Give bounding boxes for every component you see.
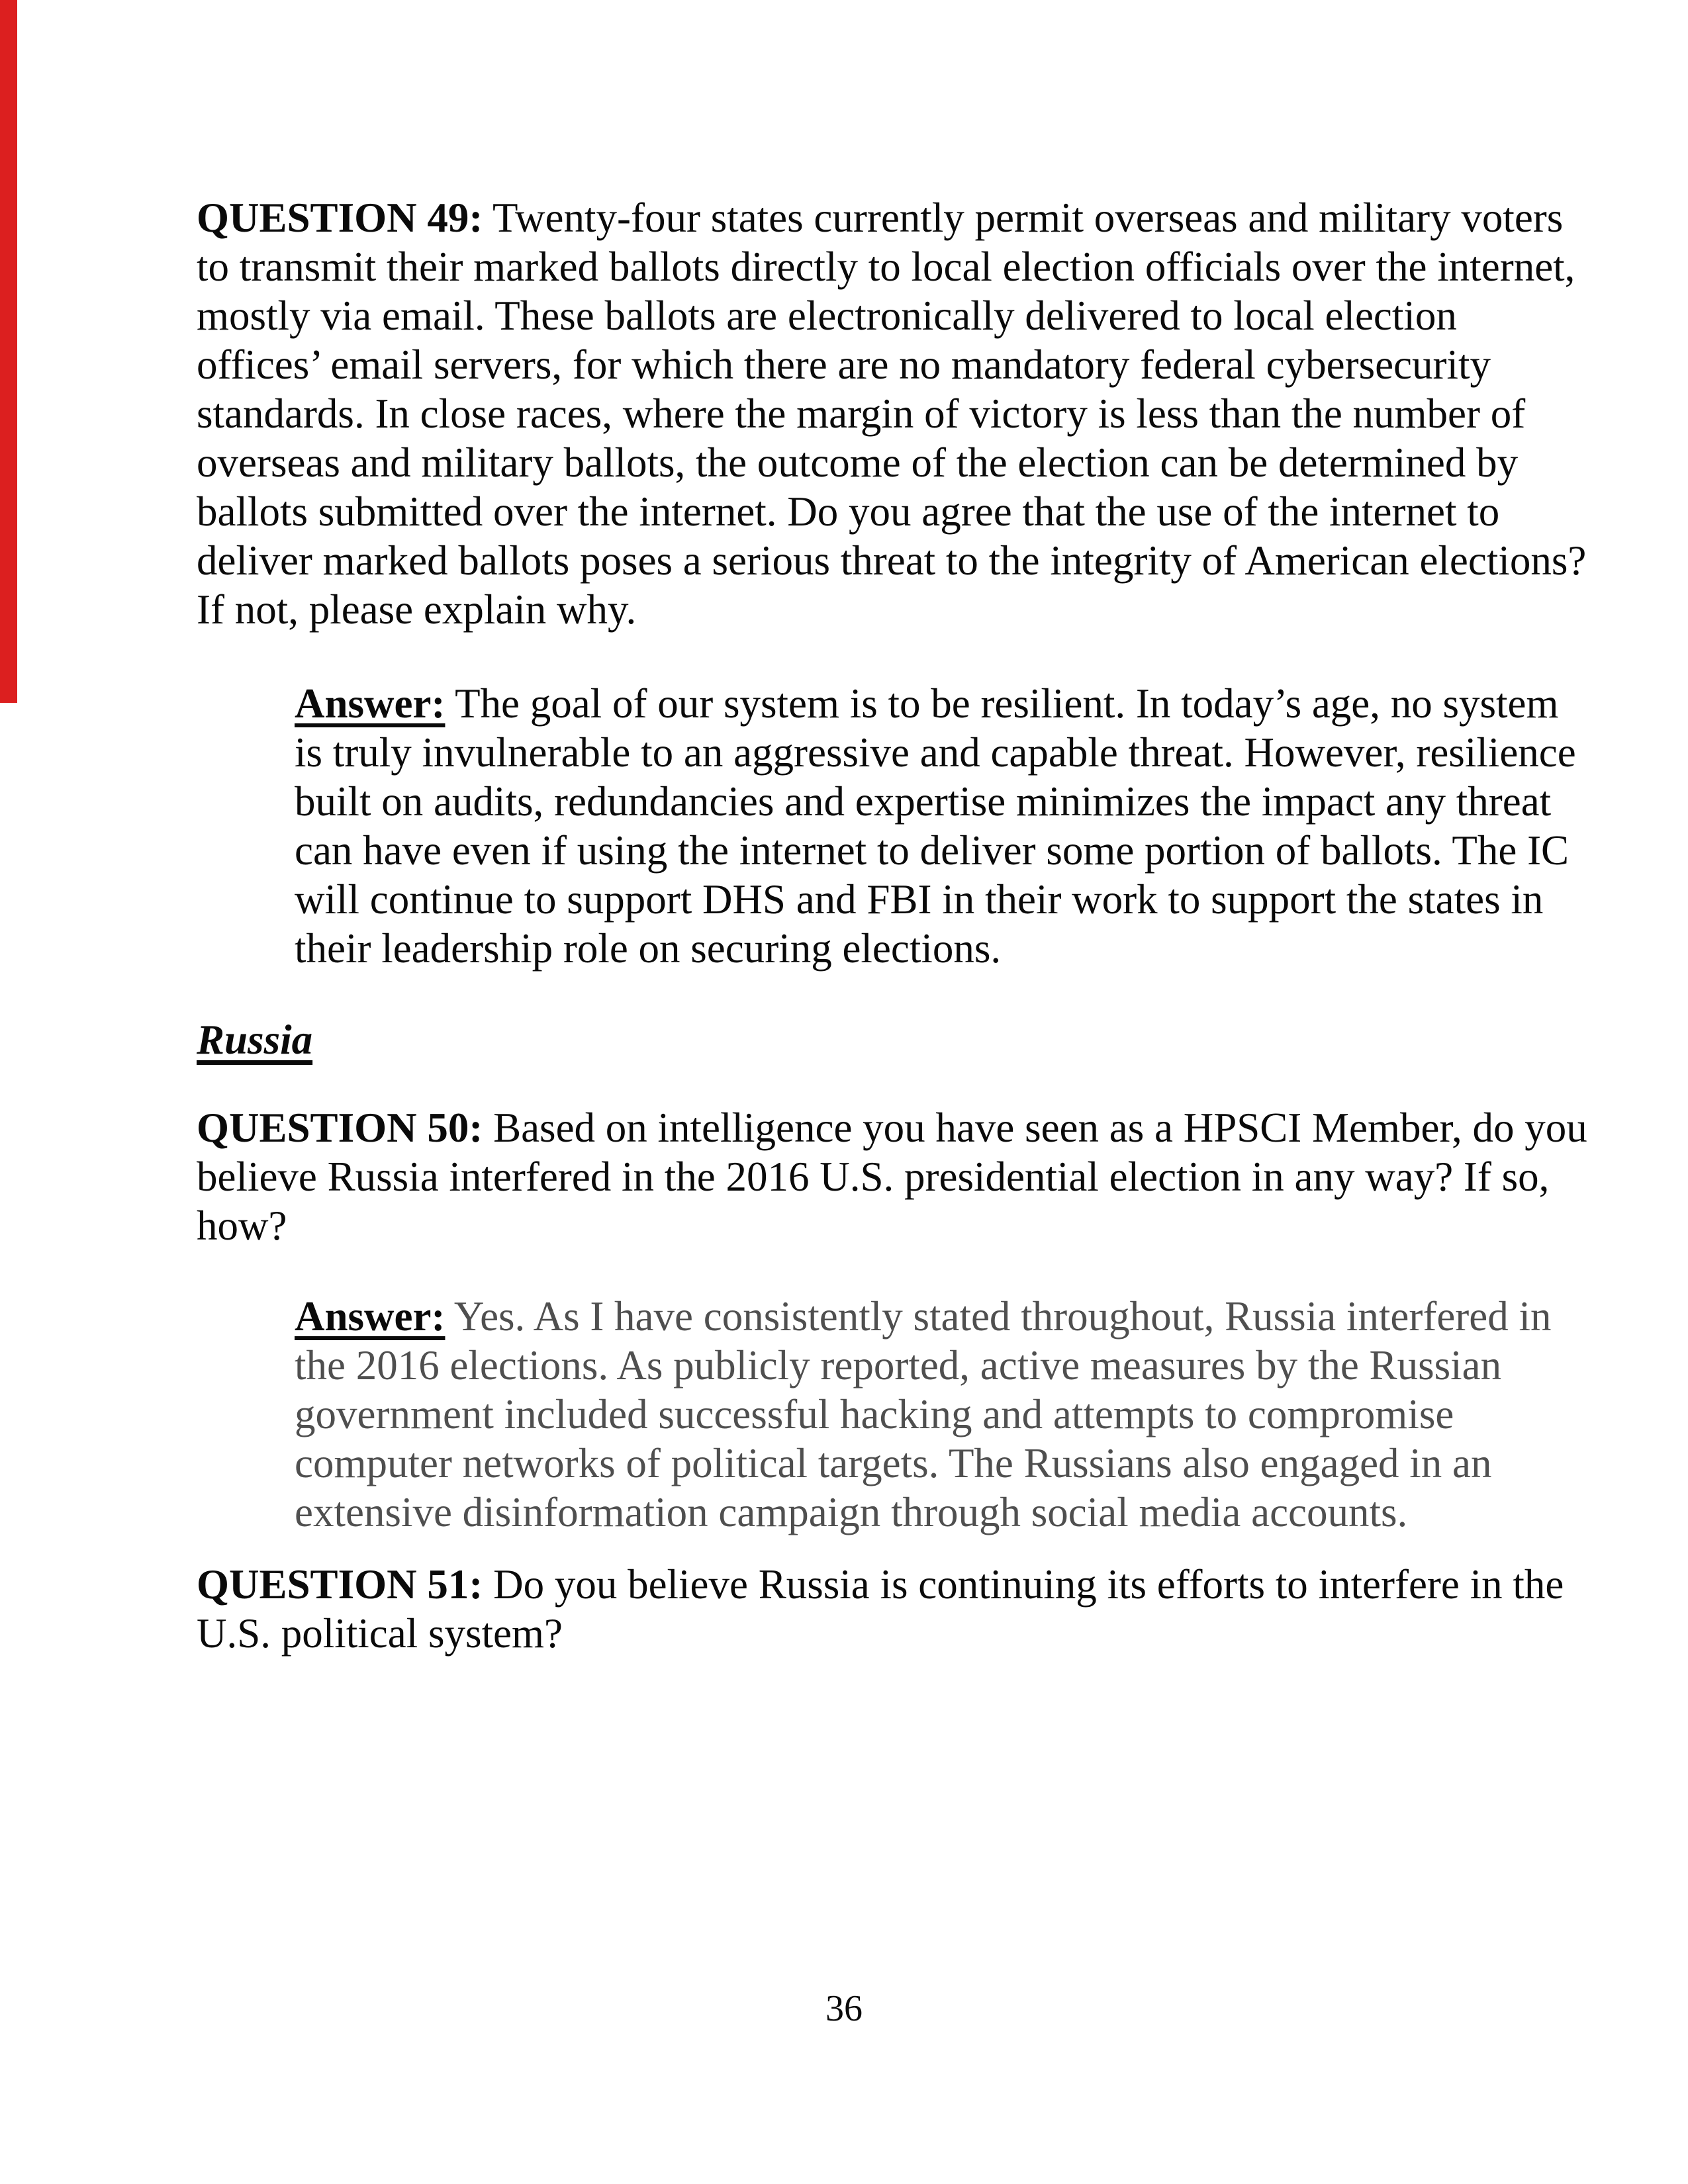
question-49-line: Twenty-four states currently permit overseas and military voters [492,195,1564,241]
question-49-paragraph [197,193,1587,634]
page-content [197,193,1587,1658]
red-margin-bar [0,0,17,703]
answer-49-label: Answer: [295,680,445,727]
text-line: will continue to support DHS and FBI in their work to support the states in [295,876,1544,923]
text-line: believe Russia interfered in the 2016 U.S. presidential election in any way? If so, [197,1154,1550,1200]
text-line: built on audits, redundancies and expertise minimizes the impact any threat [295,778,1552,825]
text-line: their leadership role on securing elections. [295,925,1002,972]
question-51-line: Do you believe Russia is continuing its efforts to interfere in the [493,1561,1564,1608]
text-line [197,1103,1587,1152]
text-line: extensive disinformation campaign through social media accounts. [295,1489,1408,1535]
text-line [295,679,1559,728]
text-line [197,1560,1564,1609]
section-heading-russia: Russia [197,1017,313,1063]
text-line: U.S. political system? [197,1610,563,1657]
question-51-label: QUESTION 51: [197,1561,483,1608]
heading-line [197,1015,1474,1064]
text-line: offices’ email servers, for which there are no mandatory federal cybersecurity [197,341,1491,388]
question-50-label: QUESTION 50: [197,1105,483,1151]
answer-50-label: Answer: [295,1293,445,1340]
text-line: ballots submitted over the internet. Do you agree that the use of the internet to [197,488,1500,535]
text-line [197,193,1564,242]
text-line: how? [197,1203,287,1249]
answer-50-line: Yes. As I have consistently stated throughout, Russia interfered in [453,1293,1552,1340]
text-line: government included successful hacking and attempts to compromise [295,1391,1454,1437]
question-49-label: QUESTION 49: [197,195,483,241]
text-line: can have even if using the internet to deliver some portion of ballots. The IC [295,827,1570,874]
question-50-line: Based on intelligence you have seen as a HPSCI Member, do you [493,1105,1587,1151]
text-line [295,1292,1552,1341]
text-line: overseas and military ballots, the outcome of the election can be determined by [197,439,1519,486]
answer-49-line: The goal of our system is to be resilient. In today’s age, no system [455,680,1559,727]
answer-49-paragraph [295,679,1576,973]
question-50-paragraph [197,1103,1587,1250]
text-line: If not, please explain why. [197,586,637,633]
answer-50-paragraph [295,1292,1552,1537]
page-number: 36 [825,1988,863,2029]
text-line: standards. In close races, where the margin of victory is less than the number of [197,390,1526,437]
text-line: deliver marked ballots poses a serious threat to the integrity of American elections? [197,537,1587,584]
text-line: computer networks of political targets. The Russians also engaged in an [295,1440,1492,1486]
text-line: mostly via email. These ballots are electronically delivered to local election [197,293,1457,339]
question-51-paragraph [197,1560,1564,1658]
text-line: to transmit their marked ballots directly to local election officials over the internet, [197,244,1575,290]
text-line: the 2016 elections. As publicly reported, active measures by the Russian [295,1342,1502,1388]
text-line: is truly invulnerable to an aggressive and capable threat. However, resilience [295,729,1576,776]
